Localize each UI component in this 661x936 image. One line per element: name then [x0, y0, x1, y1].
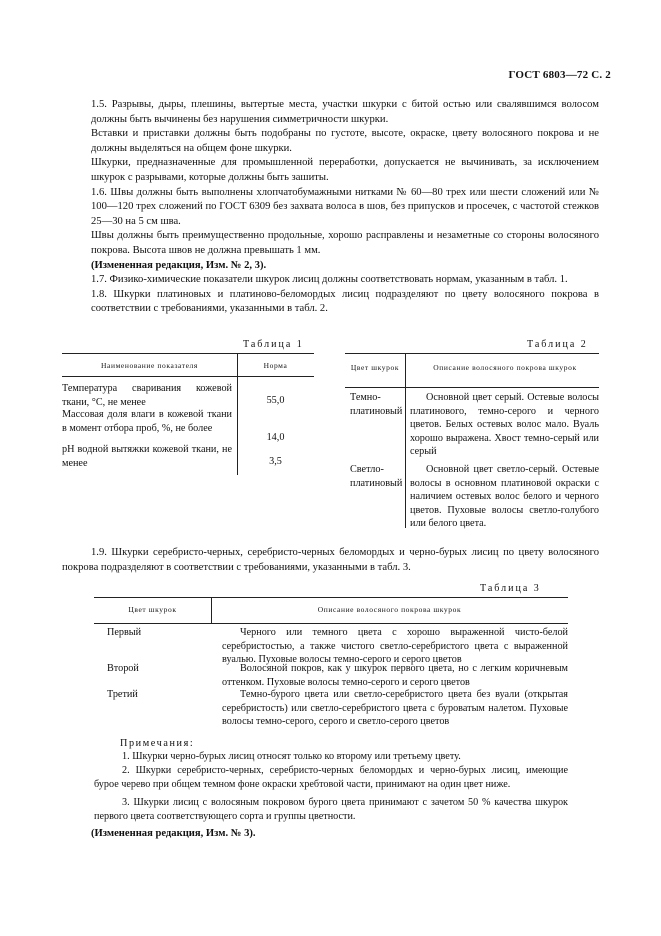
paragraph-1-8: 1.8. Шкурки платиновых и платиново-беломордых лисиц подразделяют по цвету волосяного покрова в соответствии с требованиями, указанными в табл. 2. — [91, 288, 599, 315]
table2-header-desc: Описание волосяного покрова шкурок — [433, 363, 577, 372]
paragraph-seams: Швы должны быть преимущественно продольные, хорошо расправлены и незаметные со стороны волосяного покрова. Высота швов не должна превышать 1 мм. — [91, 230, 599, 256]
paragraph-industrial: Шкурки, предназначенные для промышленной переработки, допускается не вычинивать, за исключением шкурок с разрывами, которые должны быть зашиты. — [91, 157, 599, 183]
table3-header-color: Цвет шкурок — [128, 605, 177, 614]
table1-header-norm: Норма — [263, 361, 288, 370]
table3-caption: Таблица 3 — [480, 583, 541, 594]
table2-row-2-color: Светло-платиновый — [350, 464, 403, 489]
table1-row-1-name: Температура сваривания кожевой ткани, °С, не менее — [62, 383, 232, 408]
table1-row-1-value: 55,0 — [266, 395, 285, 406]
paragraph-1-6: 1.6. Швы должны быть выполнены хлопчатобумажными нитками № 60—80 трех или шести сложений или № 100—120 трех сложений по ГОСТ 6309 без захвата волоса в шов, без припусков и просечек, с частотой стежков 25—30 на 5 см шва. — [91, 186, 599, 227]
table3-row-1-desc: Черного или темного цвета с хорошо выраженной чисто-белой серебристостью, а также чистого светло-серебристого цвета с выраженной вуалью. Пуховые волосы темно-серого и серого цветов — [222, 627, 568, 666]
page-header: ГОСТ 6803—72 С. 2 — [508, 69, 611, 81]
table1-caption: Таблица 1 — [243, 339, 304, 350]
note-2: 2. Шкурки серебристо-черных, серебристо-черных беломордых и черно-бурых лисиц, имеющие бурое черево при общем темном фоне окраски хребтовой части, принимают на один цвет ниже. — [94, 765, 568, 790]
table3-header-desc: Описание волосяного покрова шкурок — [317, 605, 462, 614]
table1-row-2-name: Массовая доля влаги в кожевой ткани в момент отбора проб, %, не более — [62, 409, 232, 434]
table1-row-3-value: 3,5 — [269, 456, 282, 467]
table2-row-1-color: Темно-платиновый — [350, 392, 403, 417]
table2-row-2-desc: Основной цвет светло-серый. Остевые волосы в основном платиновой окраски с наличием остевых волос белого и черного цветов. Пуховые волосы светло-голубого или белого цвета. — [410, 464, 599, 530]
table2-header-color: Цвет шкурок — [350, 363, 400, 372]
notes-title: Примечания: — [120, 738, 195, 749]
paragraph-1-5: 1.5. Разрывы, дыры, плешины, вытертые места, участки шкурки с битой остью или свалявшимся волосом должны быть вычинены без нарушения симметричности шкурки. — [91, 99, 599, 125]
paragraph-1-7: 1.7. Физико-химические показатели шкурок лисиц должны соответствовать нормам, указанным в табл. 1. — [91, 274, 568, 286]
table1-row-2-value: 14,0 — [266, 432, 285, 443]
table3-row-2-color: Второй — [107, 663, 139, 674]
note-1: 1. Шкурки черно-бурых лисиц относят только ко второму или третьему цвету. — [122, 751, 461, 762]
table2-row-1-desc: Основной цвет серый. Остевые волосы платинового, темно-серого и черного цветов. Белых остевых волос мало. Вуаль хорошо выражена. Хвост темно-серый или серый — [410, 392, 599, 458]
table1-header-name: Наименование показателя — [101, 361, 198, 370]
paragraph-inserts: Вставки и приставки должны быть подобраны по густоте, высоте, окраске, цвету волосяного покрова и не должны выделяться на общем фоне шкурки. — [91, 128, 599, 154]
edit-note-1: (Измененная редакция, Изм. № 2, 3). — [91, 259, 267, 271]
body-text-top — [91, 98, 599, 317]
table3-row-3-color: Третий — [107, 689, 138, 700]
table3-row-1-color: Первый — [107, 627, 142, 638]
table3-row-2-desc: Волосяной покров, как у шкурок первого цвета, но с легким коричневым оттенком. Пуховые волосы темно-серого и серого цветов — [222, 663, 568, 688]
table1-row-3-name: pH водной вытяжки кожевой ткани, не менее — [62, 444, 232, 469]
edit-note-2: (Измененная редакция, Изм. № 3). — [91, 828, 256, 839]
note-3: 3. Шкурки лисиц с волосяным покровом бурого цвета принимают с зачетом 50 % качества шкурок первого цвета соответствующего сорта и группы цветности. — [94, 797, 568, 822]
table2-caption: Таблица 2 — [527, 339, 588, 350]
table3-row-3-desc: Темно-бурого цвета или светло-серебристого цвета без вуали (открытая серебристость) или светло-серебристого цвета с буроватым налетом. Пуховые волосы темно-серого, серого и светло-серого цветов — [222, 689, 568, 728]
paragraph-1-9: 1.9. Шкурки серебристо-черных, серебристо-черных беломордых и черно-бурых лисиц по цвету волосяного покрова подразделяют в соответствии с требованиями, указанными в табл. 3. — [62, 547, 599, 573]
